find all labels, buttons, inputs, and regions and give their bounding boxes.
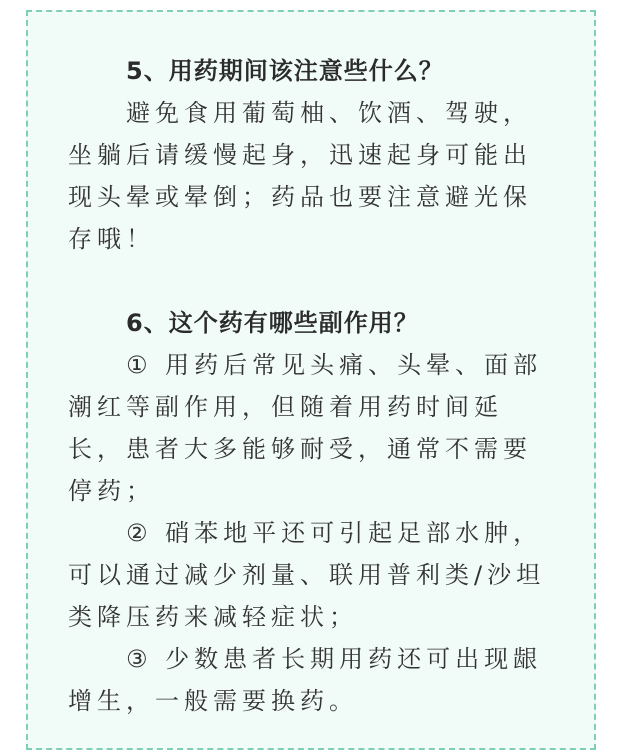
section-5-paragraph: 避免食用葡萄柚、饮酒、驾驶，坐躺后请缓慢起身，迅速起身可能出现头晕或晕倒；药品也要注意避光保存哦！ [68,99,532,253]
side-effect-3: ③ 少数患者长期用药还可出现龈增生，一般需要换药。 [68,645,543,715]
section-5-title: 5、用药期间该注意些什么？ [126,57,444,85]
side-effect-2: ② 硝苯地平还可引起足部水肿，可以通过减少剂量、联用普利类/沙坦类降压药来减轻症状； [68,519,546,631]
article-content [68,50,558,722]
section-6-title: 6、这个药有哪些副作用？ [126,309,419,337]
side-effect-1: ① 用药后常见头痛、头晕、面部潮红等副作用，但随着用药时间延长，患者大多能够耐受，通常不需要停药； [68,351,543,505]
section-spacer [68,260,558,302]
